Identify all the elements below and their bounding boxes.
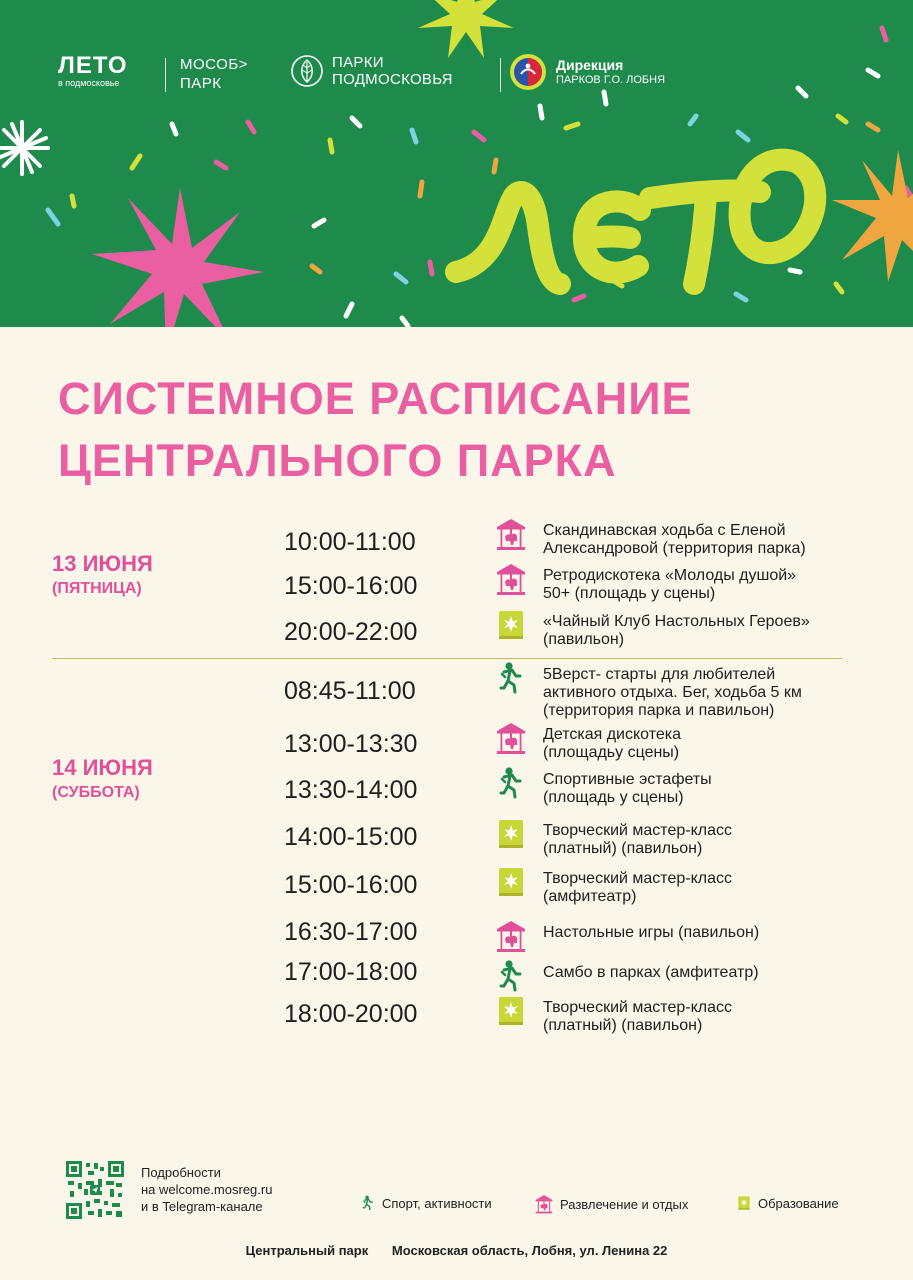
mosobpark-logo[interactable] (180, 55, 248, 93)
carousel-icon (494, 918, 528, 954)
event-description-line: Творческий мастер-класс (543, 822, 732, 839)
mosob-line1: МОСОБ> (180, 56, 248, 73)
event-description-line: Настольные игры (павильон) (543, 924, 760, 941)
more-link[interactable]: на welcome.mosreg.ru (141, 1182, 273, 1197)
event-time: 10:00-11:00 (284, 528, 416, 556)
legend-fun (534, 1193, 688, 1215)
place-address: Московская область, Лобня, ул. Ленина 22 (391, 1243, 668, 1258)
event-time: 13:00-13:30 (284, 730, 418, 758)
parki-logo[interactable] (290, 54, 453, 88)
event-time: 18:00-20:00 (284, 1000, 418, 1028)
day-date: 14 ИЮНЯ (52, 755, 153, 780)
day-divider (52, 658, 842, 659)
event-description (543, 666, 802, 720)
page-title (58, 368, 693, 492)
event-description-line: активного отдыха. Бег, ходьба 5 км (543, 684, 802, 701)
event-description-line: Скандинавская ходьба с Еленой (543, 522, 786, 539)
header-banner (0, 0, 913, 327)
event-description-line: Александровой (территория парка) (543, 540, 806, 557)
leto-logo-text: ЛЕТО (58, 52, 128, 79)
footer-address (0, 1243, 913, 1258)
title-line2: ЦЕНТРАЛЬНОГО ПАРКА (58, 435, 617, 486)
event-description-line: (амфитеатр) (543, 888, 637, 905)
more-info (141, 1164, 272, 1215)
leto-logo[interactable] (58, 54, 128, 88)
legend-edu-label: Образование (758, 1195, 839, 1211)
event-time: 17:00-18:00 (284, 958, 418, 986)
runner-icon (494, 660, 528, 696)
event-description (543, 822, 732, 858)
event-description-line: Творческий мастер-класс (543, 999, 732, 1016)
event-time: 16:30-17:00 (284, 918, 418, 946)
day-weekday: (СУББОТА) (52, 784, 140, 801)
day-label-1 (52, 550, 153, 600)
event-description-line: 5Верст- старты для любителей (543, 666, 776, 683)
direction-line1: Дирекция (556, 57, 624, 73)
event-description-line: Спортивные эстафеты (543, 771, 712, 788)
direction-line2: ПАРКОВ Г.О. ЛОБНЯ (556, 74, 666, 86)
qr-code-icon[interactable] (66, 1161, 124, 1219)
carousel-icon (494, 516, 528, 552)
event-time: 14:00-15:00 (284, 823, 418, 851)
event-time: 15:00-16:00 (284, 572, 418, 600)
logo-separator (500, 58, 501, 92)
event-description (543, 522, 806, 558)
event-description (543, 924, 759, 942)
event-description (543, 726, 681, 762)
art-word: ЛЕТО (600, 220, 603, 221)
logo-separator (165, 58, 166, 92)
carousel-icon (494, 561, 528, 597)
event-description (543, 999, 732, 1035)
runner-icon (494, 765, 528, 801)
legend-edu (736, 1193, 839, 1213)
event-description (543, 964, 759, 982)
event-time: 15:00-16:00 (284, 871, 418, 899)
day-weekday: (ПЯТНИЦА) (52, 580, 142, 597)
event-description (543, 613, 810, 649)
event-description-line: (павильон) (543, 631, 625, 648)
event-description-line: (площадьу сцены) (543, 744, 680, 761)
event-time: 20:00-22:00 (284, 618, 418, 646)
direction-logo[interactable] (508, 52, 665, 92)
book-icon (494, 607, 528, 643)
leto-logo-sub: в подмосковье (58, 78, 120, 88)
event-description-line: (платный) (павильон) (543, 840, 703, 857)
event-description-line: (площадь у сцены) (543, 789, 684, 806)
emblem-icon (508, 52, 548, 92)
event-description (543, 771, 712, 807)
book-icon (494, 993, 528, 1029)
book-icon (736, 1193, 752, 1213)
event-description-line: Самбо в парках (амфитеатр) (543, 964, 759, 981)
parki-line2: ПОДМОСКОВЬЯ (332, 71, 453, 88)
event-description (543, 567, 796, 603)
event-time: 13:30-14:00 (284, 776, 418, 804)
leaf-icon (290, 54, 324, 88)
event-description (543, 870, 732, 906)
book-icon (494, 864, 528, 900)
mosob-line2: ПАРК (180, 75, 222, 92)
carousel-icon (494, 720, 528, 756)
more-line3: и в Telegram-канале (141, 1199, 263, 1214)
legend-sport (360, 1193, 492, 1213)
more-line1: Подробности (141, 1165, 221, 1180)
runner-icon (360, 1193, 376, 1213)
event-description-line: (территория парка и павильон) (543, 702, 775, 719)
event-description-line: Творческий мастер-класс (543, 870, 732, 887)
event-description-line: 50+ (площадь у сцены) (543, 585, 716, 602)
event-description-line: Детская дискотека (543, 726, 682, 743)
book-icon (494, 816, 528, 852)
day-date: 13 ИЮНЯ (52, 551, 153, 576)
legend-fun-label: Развлечение и отдых (560, 1196, 689, 1212)
confetti-decoration (0, 0, 913, 327)
title-line1: СИСТЕМНОЕ РАСПИСАНИЕ (58, 373, 693, 424)
event-description-line: (платный) (павильон) (543, 1017, 703, 1034)
parki-line1: ПАРКИ (332, 54, 384, 71)
legend-sport-label: Спорт, активности (382, 1195, 492, 1211)
runner-icon (494, 958, 528, 994)
event-description-line: «Чайный Клуб Настольных Героев» (543, 613, 810, 630)
carousel-icon (534, 1193, 554, 1215)
day-label-2 (52, 754, 153, 804)
place-name: Центральный парк (245, 1243, 369, 1258)
event-time: 08:45-11:00 (284, 677, 416, 705)
event-description-line: Ретродискотека «Молоды душой» (543, 567, 797, 584)
